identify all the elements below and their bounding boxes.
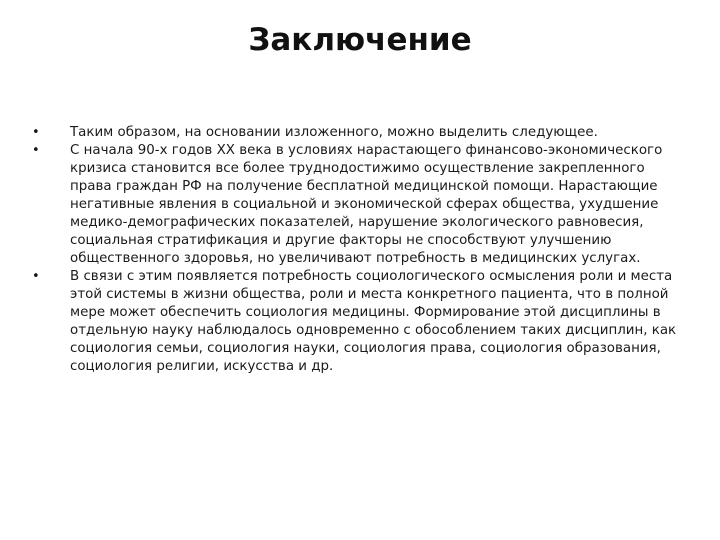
- slide-title: Заключение: [248, 22, 472, 58]
- bullet-text: В связи с этим появляется потребность социологического осмысления роли и места этой системы в жизни общества, роли и места конкретного пациента, что в полной мере может обеспечить социология медицины. Формирование этой дисциплины в отдельную науку наблюдалось одновременно с обособлением таких дисциплин, как социология семьи, социология науки, социология права, социология образования, социология религии, искусства и др.: [70, 269, 677, 374]
- bullet-list: [32, 124, 680, 376]
- bullet-item: [32, 268, 680, 376]
- bullet-text: С начала 90-х годов XX века в условиях нарастающего финансово-экономического кризиса становится все более труднодостижимо осуществление закрепленного права граждан РФ на получение бесплатной медицинской помощи. Нарастающие негативные явления в социальной и экономической сферах общества, ухудшение медико-демографических показателей, нарушение экологического равновесия, социальная стратификация и другие факторы не способствуют улучшению общественного здоровья, но увеличивают потребность в медицинских услугах.: [70, 143, 663, 266]
- bullet-item: [32, 124, 680, 142]
- bullet-marker: •: [32, 125, 40, 140]
- bullet-item: [32, 142, 680, 268]
- bullet-text: Таким образом, на основании изложенного, можно выделить следующее.: [70, 125, 598, 140]
- bullet-marker: •: [32, 269, 40, 284]
- bullet-marker: •: [32, 143, 40, 158]
